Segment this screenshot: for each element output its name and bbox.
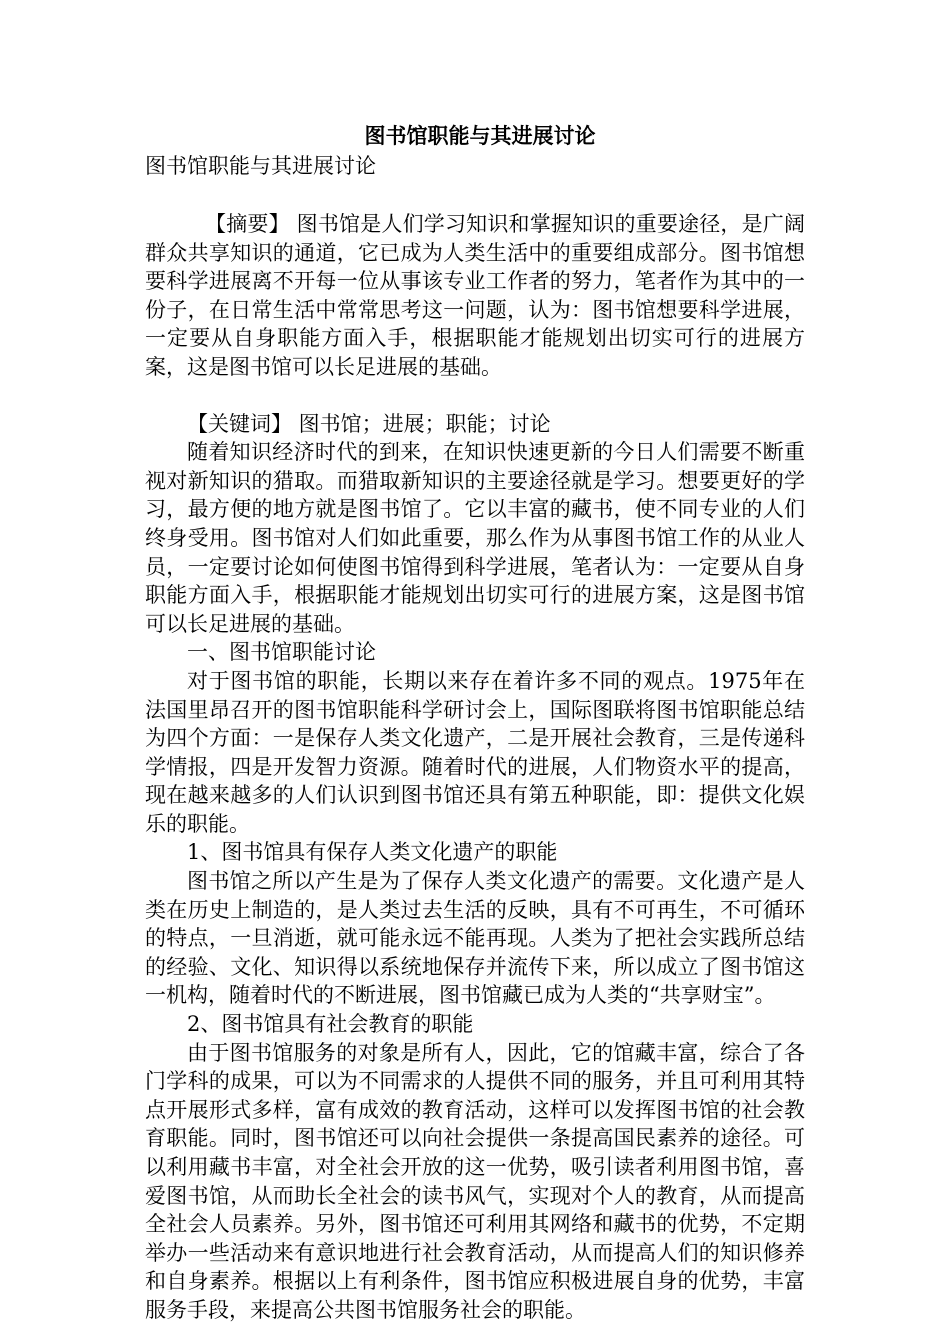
section-paragraph-1: 对于图书馆的职能，长期以来存在着许多不同的观点。1975年在法国里昂召开的图书馆职能科学研讨会上，国际图联将图书馆职能总结为四个方面：一是保存人类文化遗产，二是开展社会教育，三是传递科学情报，四是开发智力资源。随着时代的进展，人们物资水平的提高，现在越来越多的人们认识到图书馆还具有第五种职能，即：提供文化娱乐的职能。	[145, 668, 805, 836]
intro-paragraph: 随着知识经济时代的到来，在知识快速更新的今日人们需要不断重视对新知识的猎取。而猎取新知识的主要途径就是学习。想要更好的学习，最方便的地方就是图书馆了。它以丰富的藏书，使不同专业的人们终身受用。图书馆对人们如此重要，那么作为从事图书馆工作的从业人员，一定要讨论如何使图书馆得到科学进展，笔者认为：一定要从自身职能方面入手，根据职能才能规划出切实可行的进展方案，这是图书馆可以长足进展的基础。	[145, 440, 805, 636]
abstract-paragraph: 【摘要】 图书馆是人们学习知识和掌握知识的重要途径，是广阔群众共享知识的通道，它已成为人类生活中的重要组成部分。图书馆想要科学进展离不开每一位从事该专业工作者的努力，笔者作为其中的一份子，在日常生活中常常思考这一问题，认为：图书馆想要科学进展，一定要从自身职能方面入手，根据职能才能规划出切实可行的进展方案，这是图书馆可以长足进展的基础。	[145, 212, 805, 379]
document-subtitle: 图书馆职能与其进展讨论	[145, 154, 376, 178]
section-heading-1: 一、图书馆职能讨论	[187, 640, 376, 665]
subsection-paragraph-2: 由于图书馆服务的对象是所有人，因此，它的馆藏丰富，综合了各门学科的成果，可以为不同需求的人提供不同的服务，并且可利用其特点开展形式多样，富有成效的教育活动，这样可以发挥图书馆的社会教育职能。同时，图书馆还可以向社会提供一条提高国民素养的途径。可以利用藏书丰富，对全社会开放的这一优势，吸引读者利用图书馆，喜爱图书馆，从而助长全社会的读书风气，实现对个人的教育，从而提高全社会人员素养。另外，图书馆还可利用其网络和藏书的优势，不定期举办一些活动来有意识地进行社会教育活动，从而提高人们的知识修养和自身素养。根据以上有利条件，图书馆应积极进展自身的优势，丰富服务手段，来提高公共图书馆服务社会的职能。	[145, 1040, 805, 1322]
subsection-heading-1: 1、图书馆具有保存人类文化遗产的职能	[187, 840, 558, 865]
subsection-heading-2: 2、图书馆具有社会教育的职能	[187, 1012, 474, 1037]
keywords-line: 【关键词】 图书馆；进展；职能；讨论	[187, 411, 551, 436]
document-page	[145, 120, 805, 1325]
document-title: 图书馆职能与其进展讨论	[364, 123, 596, 148]
subsection-paragraph-1: 图书馆之所以产生是为了保存人类文化遗产的需要。文化遗产是人类在历史上制造的，是人类过去生活的反映，具有不可再生，不可循环的特点，一旦消逝，就可能永远不能再现。人类为了把社会实践所总结的经验、文化、知识得以系统地保存并流传下来，所以成立了图书馆这一机构，随着时代的不断进展，图书馆藏已成为人类的“共享财宝”。	[145, 869, 805, 1008]
